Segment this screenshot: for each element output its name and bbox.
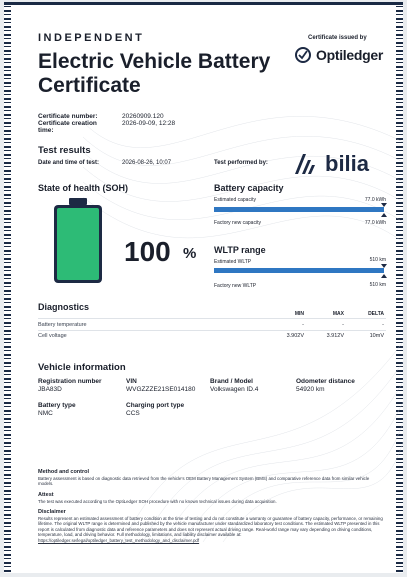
estimated-wltp-label: Estimated WLTP: [214, 259, 252, 265]
charging-port-label: Charging port type: [126, 402, 185, 409]
wltp-heading: WLTP range: [214, 245, 266, 255]
bilia-logo: [293, 151, 369, 177]
battery-capacity-heading: Battery capacity: [214, 183, 284, 193]
attest-heading: Attest: [38, 492, 54, 498]
diagnostics-row-delta: 10mV: [369, 333, 384, 339]
capacity-bar-fill: [214, 207, 384, 212]
charging-port-value: CCS: [126, 410, 140, 417]
soh-heading: State of health (SOH): [38, 183, 129, 193]
disclaimer-link[interactable]: https://optiledger.se/legal/optiledger_battery_test_methodology_and_disclaimer.pdf: [38, 537, 200, 543]
wltp-bar: [214, 268, 384, 273]
optiledger-mark-icon: [294, 46, 314, 64]
wltp-bar-fill: [214, 268, 384, 273]
battery-cap: [69, 198, 87, 205]
test-date-label: Date and time of test:: [38, 160, 100, 166]
certificate-page: [4, 2, 403, 573]
estimated-capacity-value: 77.0 kWh: [364, 197, 386, 203]
battery-icon: [54, 205, 102, 283]
diagnostics-divider: [38, 318, 386, 319]
soh-value: 100: [124, 236, 171, 267]
factory-capacity-marker: [381, 213, 387, 217]
method-heading: Method and control: [38, 469, 90, 475]
factory-capacity-value: 77.0 kWh: [364, 220, 386, 226]
top-stripe: [4, 2, 403, 5]
disclaimer-heading: Disclaimer: [38, 509, 66, 515]
bilia-mark-icon: [293, 152, 319, 176]
vin-value: WVGZZZE21SE014180: [126, 386, 196, 393]
page-title: Electric Vehicle Battery Certificate: [38, 50, 271, 97]
disclaimer-text: Results represent an estimated assessment of battery condition at the time of testing and do not constitute a warranty or guarantee of battery capacity, performance, or remaining lifetime. The original WLTP range is determined and published by the vehicle manufacturer under standardized laboratory test conditions. The estimated WLTP presented in this report is calculated from diagnostic data and reference parameters and does not represent actual driving range. Real-world range may vary depending on driving conditions, temperature, load, and driving behavior. Full methodology, limitations, and liability disclaimer available at:: [38, 516, 383, 538]
registration-label: Registration number: [38, 378, 102, 385]
brand-model-label: Brand / Model: [210, 378, 253, 385]
factory-wltp-label: Factory new WLTP: [214, 283, 257, 289]
diagnostics-heading: Diagnostics: [38, 302, 90, 312]
factory-wltp-value: 510 km: [369, 282, 386, 288]
left-barcode-stripe: [4, 2, 11, 573]
certificate-creation-label: Certificate creation time:: [38, 120, 97, 134]
bilia-logo-text: bilia: [325, 151, 370, 176]
diagnostics-row-label: Battery temperature: [38, 322, 87, 328]
kicker-text: INDEPENDENT: [38, 32, 145, 44]
certificate-number-value: 20260909.120: [122, 113, 164, 120]
certificate-number-label: Certificate number:: [38, 113, 98, 120]
soh-unit: %: [183, 245, 197, 262]
attest-text: The test was executed according to the OptiLedger SOH procedure with no known technical issues during data acquisition.: [38, 499, 277, 504]
optiledger-logo: [294, 46, 383, 64]
battery-type-value: NMC: [38, 410, 53, 417]
battery-fill-level: [57, 208, 99, 280]
diagnostics-row-max: -: [342, 322, 344, 328]
diagnostics-row-delta: -: [382, 322, 384, 328]
optiledger-logo-text: Optiledger: [316, 47, 384, 63]
diagnostics-col-min: MIN: [294, 311, 304, 317]
registration-value: JBA83D: [38, 386, 62, 393]
capacity-bar: [214, 207, 384, 212]
diagnostics-col-max: MAX: [332, 311, 344, 317]
diagnostics-col-delta: DELTA: [368, 311, 384, 317]
issued-by-label: Certificate issued by: [308, 35, 367, 41]
test-results-heading: Test results: [38, 145, 91, 156]
disclaimer-block: [38, 516, 384, 543]
brand-model-value: Volkswagen ID.4: [210, 386, 259, 393]
factory-capacity-label: Factory new capacity: [214, 220, 261, 226]
estimated-capacity-label: Estimated capacity: [214, 197, 256, 203]
vehicle-info-heading: Vehicle information: [38, 362, 126, 373]
factory-wltp-marker: [381, 274, 387, 278]
diagnostics-row-min: -: [302, 322, 304, 328]
method-text: Battery assessment is based on diagnostic data retrieved from the vehicle's OEM Battery Management System (BMS) and comparative reference data from similar vehicle models.: [38, 476, 370, 487]
performed-by-label: Test performed by:: [214, 160, 268, 166]
odometer-label: Odometer distance: [296, 378, 355, 385]
odometer-value: 54920 km: [296, 386, 325, 393]
battery-type-label: Battery type: [38, 402, 76, 409]
certificate-creation-value: 2026-09-09, 12:28: [122, 120, 176, 127]
test-date-value: 2026-08-26, 10:07: [122, 160, 172, 166]
diagnostics-row-label: Cell voltage: [38, 333, 67, 339]
estimated-wltp-value: 510 km: [369, 257, 386, 263]
diagnostics-divider: [38, 330, 386, 331]
vin-label: VIN: [126, 378, 137, 385]
diagnostics-row-min: 3.902V: [286, 333, 304, 339]
diagnostics-row-max: 3.912V: [326, 333, 344, 339]
